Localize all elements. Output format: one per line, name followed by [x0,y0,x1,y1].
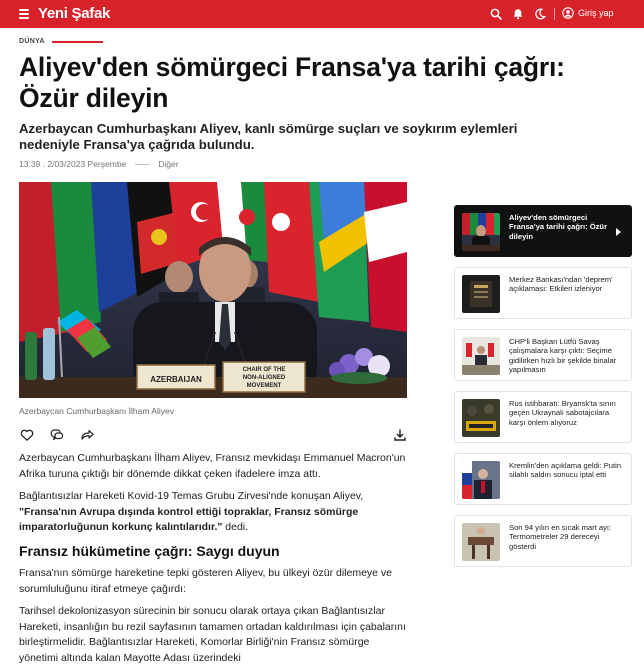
news-thumbnail [462,523,500,561]
bell-icon[interactable] [511,7,525,21]
news-thumbnail [462,399,500,437]
article-date: 13:39 . 2/03/2023 Perşembe [19,159,127,169]
login-label: Giriş yap [578,8,614,18]
comment-icon[interactable] [50,428,66,444]
section-underline [52,41,103,43]
paragraph-2-intro: Bağlantısızlar Hareketi Kovid-19 Temas Grubu Zirvesi'nde konuşan Aliyev, [19,490,364,502]
paragraph-2-end: dedi. [222,521,249,533]
paragraph-3: Fransa'nın sömürge hareketine tepki gösteren Aliyev, bu ülkeyi özür dilemeye ve sorumluluğunu itiraf etmeye çağırdı: [19,567,393,595]
article-meta [19,159,179,169]
news-thumbnail [462,275,500,313]
news-thumbnail [462,337,500,375]
paragraph-4: Tarihsel dekolonizasyon sürecinin bir sonucu olarak ortaya çıkan Bağlantısızlar Hareketi, insanlığın bu rezil sayfasının tamamen ortadan kaldırılması için çabalarını birleştirmelidir. Bağlantısızlar Hareketi, Komorlar Birliği'nin Fransız sömürge yönetimi altında kalan Mayotte Adası üzerindeki [19,605,406,664]
image-caption: Azerbaycan Cumhurbaşkanı İlham Aliyev [19,406,174,416]
news-thumbnail [462,213,500,251]
sidebar-news-item[interactable] [454,205,632,257]
plate-line-1: CHAIR OF THE [242,367,286,373]
article-category[interactable]: Diğer [158,159,179,169]
section-label[interactable]: DÜNYA [19,38,45,45]
news-title: Rus istihbaratı: Bryansk'ta sınırı geçen Ukraynalı sabotajcılara karşı önlem alıyoruz [509,399,616,427]
news-title: Son 94 yılın en sıcak mart ayı: Termometreler 29 dereceyi gösterdi [509,523,612,551]
hamburger-menu-icon[interactable] [19,9,29,19]
section-subheading: Fransız hükümetine çağrı: Saygı duyun [19,543,280,559]
plate-line-3: MOVEMENT [246,383,282,389]
article-actions [19,428,409,444]
play-arrow-icon [616,228,621,236]
plate-azerbaijan: AZERBAIJAN [150,375,202,384]
news-title: Kremlin'den açıklama geldi: Putin silahlı saldırı sonucu iptal etti [509,461,622,480]
paragraph-1: Azerbaycan Cumhurbaşkanı İlham Aliyev, Fransız mevkidaşı Emmanuel Macron'un Afrika turuna çıktığı bir dönemde dikkat çeken ifadelere imza attı. [19,452,406,480]
user-icon [562,7,574,19]
download-icon[interactable] [393,428,409,444]
news-thumbnail [462,461,500,499]
sidebar-news-item[interactable] [454,267,632,319]
header-divider [554,8,555,20]
article-title: Aliyev'den sömürgeci Fransa'ya tarihi çağrı: Özür dileyin [19,52,565,113]
article-hero-image [19,182,407,398]
share-arrow-icon[interactable] [80,428,96,444]
moon-icon[interactable] [533,7,547,21]
search-icon[interactable] [489,7,503,21]
news-title: CHP'li Başkan Lütfü Savaş çalışmalara karşı çıktı: Seçime gidilirken hızlı bir şekilde binalar yapılmasın [509,337,617,375]
like-heart-icon[interactable] [20,428,36,444]
paragraph-2-quote: "Fransa'nın Avrupa dışında kontrol ettiği topraklar, Fransız sömürge imparatorluğunun korkunç kalıntılarıdır." [19,505,359,533]
login-button[interactable] [562,7,614,19]
sidebar-news-item[interactable] [454,329,632,381]
site-logo[interactable]: Yeni Şafak [38,5,111,22]
meta-divider [135,164,149,165]
sidebar-news-item[interactable] [454,453,632,505]
news-title: Aliyev'den sömürgeci Fransa'ya tarihi çağrı: Özür dileyin [509,213,608,241]
top-header [0,0,644,28]
news-title: Merkez Bankası'ndan 'deprem' açıklaması: Etkileri izleniyor [509,275,613,294]
article-summary: Azerbaycan Cumhurbaşkanı Aliyev, kanlı sömürge suçları ve soykırım eylemleri nedeniyle Fransa'ya çağrıda bulundu. [19,121,518,152]
paragraph-2 [19,489,411,536]
sidebar-news-item[interactable] [454,515,632,567]
plate-line-2: NON-ALIGNED [242,375,286,381]
sidebar-news-item[interactable] [454,391,632,443]
